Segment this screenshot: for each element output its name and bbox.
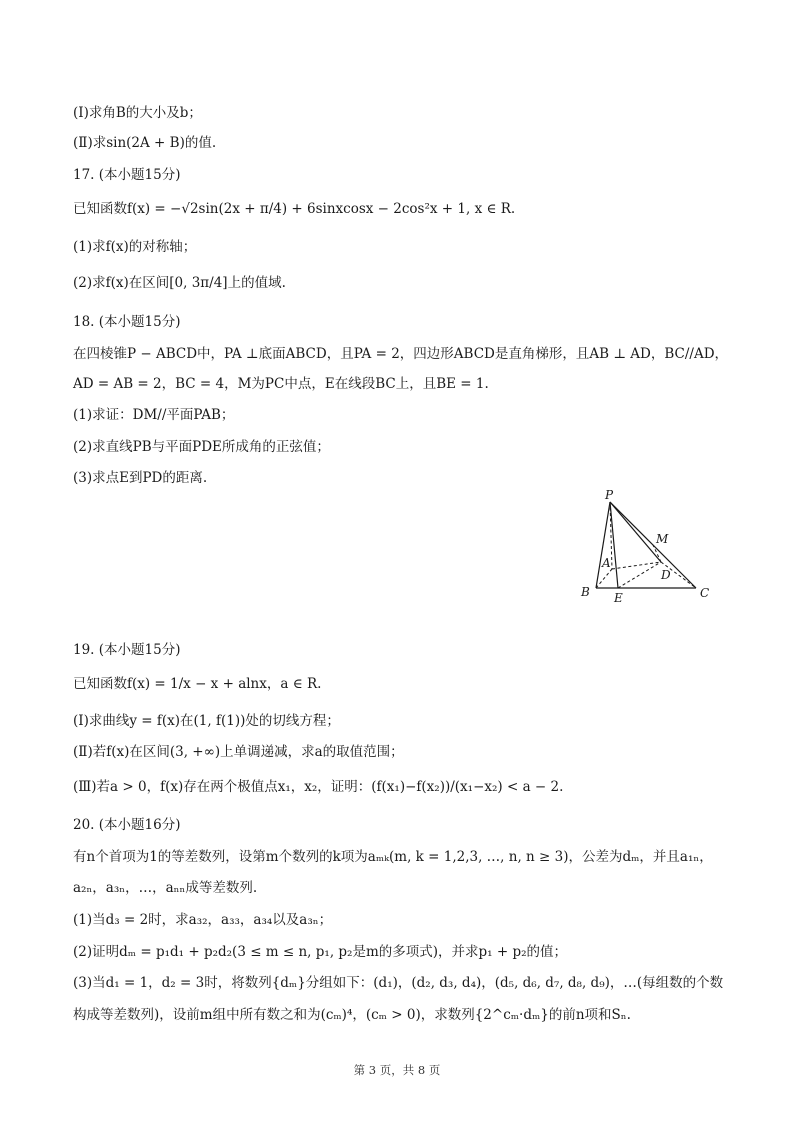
text-line: (2)证明dₘ = p₁d₁ + p₂d₂(3 ≤ m ≤ n, p₁, p₂是m的多项式)，并求p₁ + p₂的值； (73, 944, 568, 960)
text-line: (3)求点E到PD的距离. (73, 470, 208, 486)
text-line: (1)求证：DM//平面PAB； (73, 407, 235, 423)
pyramid-figure (576, 487, 716, 605)
label-a: A (602, 556, 611, 570)
page-footer: 第 3 页，共 8 页 (353, 1063, 441, 1077)
text-line: (1)求f(x)的对称轴； (73, 239, 197, 255)
text-line: (2)求f(x)在区间[0, 3π/4]上的值域. (73, 275, 286, 291)
edge-pe (610, 502, 618, 588)
text-line: (2)求直线PB与平面PDE所成角的正弦值； (73, 439, 330, 455)
text-line: 构成等差数列)，设前m组中所有数之和为(cₘ)⁴，(cₘ > 0)，求数列{2^cₘ·dₘ}的前n项和Sₙ. (73, 1007, 631, 1023)
problem-heading: 20. (本小题16分) (73, 817, 181, 833)
text-line: (Ⅲ)若a > 0，f(x)存在两个极值点x₁，x₂，证明：(f(x₁)−f(x₂))/(x₁−x₂) < a − 2. (73, 779, 564, 795)
text-line: (1)当d₃ = 2时，求a₃₂，a₃₃，a₃₄以及a₃ₙ； (73, 912, 333, 928)
label-m: M (656, 532, 669, 546)
text-line: 已知函数f(x) = 1/x − x + alnx，a ∈ R. (73, 676, 322, 692)
label-b: B (581, 585, 590, 599)
edge-ad (612, 562, 661, 569)
text-line: 已知函数f(x) = −√2sin(2x + π/4) + 6sinxcosx − 2cos²x + 1, x ∈ R. (73, 201, 516, 217)
text-line: 有n个首项为1的等差数列，设第m个数列的k项为aₘₖ(m, k = 1,2,3, …, n, n ≥ 3)，公差为dₘ，并且a₁ₙ， (73, 849, 713, 865)
text-line: 在四棱锥P − ABCD中，PA ⊥底面ABCD，且PA = 2，四边形ABCD是直角梯形，且AB ⊥ AD，BC//AD， (73, 346, 729, 362)
text-line: (Ⅰ)求曲线y = f(x)在(1, f(1))处的切线方程； (73, 713, 340, 729)
text-line: (Ⅱ)若f(x)在区间(3, +∞)上单调递减，求a的取值范围； (73, 744, 404, 760)
label-d: D (661, 568, 671, 582)
label-e: E (614, 591, 623, 605)
text-line: (3)当d₁ = 1，d₂ = 3时，将数列{dₘ}分组如下：(d₁)，(d₂, d₃, d₄)，(d₅, d₆, d₇, d₈, d₉)，…(每组数的个数 (73, 975, 724, 991)
problem-heading: 18. (本小题15分) (73, 314, 181, 330)
label-p: P (605, 488, 614, 502)
text-line: a₂ₙ，a₃ₙ，…，aₙₙ成等差数列. (73, 880, 258, 896)
problem-heading: 17. (本小题15分) (73, 167, 181, 183)
problem-heading: 19. (本小题15分) (73, 642, 181, 658)
text-line: (Ⅰ)求角B的大小及b； (73, 105, 202, 121)
label-c: C (700, 586, 710, 600)
edge-pd (610, 502, 661, 562)
edge-ed (618, 562, 661, 588)
edge-pb (596, 502, 610, 588)
text-line: AD = AB = 2，BC = 4，M为PC中点，E在线段BC上，且BE = 1. (73, 376, 489, 392)
text-line: (Ⅱ)求sin(2A + B)的值. (73, 135, 217, 151)
